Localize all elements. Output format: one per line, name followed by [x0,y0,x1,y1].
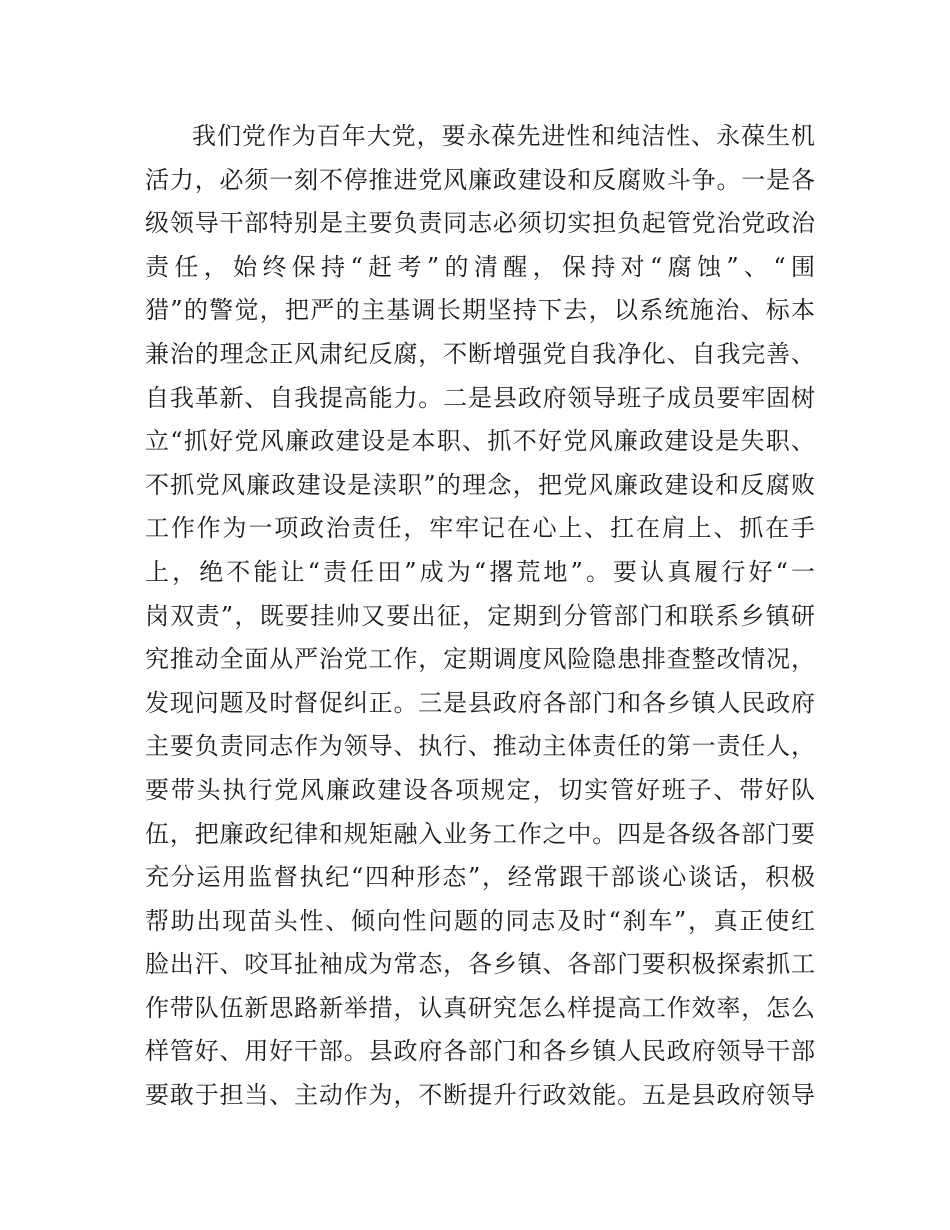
paragraph-line: 工作作为一项政治责任，牢牢记在心上、扛在肩上、抓在手 [145,514,815,543]
paragraph-line: 我们党作为百年大党，要永葆先进性和纯洁性、永葆生机 [192,122,815,150]
paragraph-line: 自我革新、自我提高能力。二是县政府领导班子成员要牢固树 [145,383,815,412]
paragraph-line: 不抓党风廉政建设是渎职”的理念，把党风廉政建设和反腐败 [145,470,815,499]
paragraph-line: 帮助出现苗头性、倾向性问题的同志及时“刹车”，真正使红 [145,906,815,935]
paragraph-line: 兼治的理念正风肃纪反腐，不断增强党自我净化、自我完善、 [145,339,815,368]
paragraph-line: 脸出汗、咬耳扯袖成为常态，各乡镇、各部门要积极探索抓工 [145,950,815,979]
paragraph-line: 样管好、用好干部。县政府各部门和各乡镇人民政府领导干部 [145,1037,815,1066]
paragraph-line: 充分运用监督执纪“四种形态”，经常跟干部谈心谈话，积极 [145,863,815,892]
paragraph-line: 岗双责”，既要挂帅又要出征，定期到分管部门和联系乡镇研 [145,601,815,630]
paragraph-line: 责任，始终保持“赶考”的清醒，保持对“腐蚀”、“围 [145,252,815,281]
paragraph-line: 要敢于担当、主动作为，不断提升行政效能。五是县政府领导 [145,1081,815,1110]
paragraph-line: 级领导干部特别是主要负责同志必须切实担负起管党治党政治 [145,209,815,238]
paragraph-line: 主要负责同志作为领导、执行、推动主体责任的第一责任人， [145,732,815,761]
paragraph-line: 猎”的警觉，把严的主基调长期坚持下去，以系统施治、标本 [145,296,815,325]
paragraph-line: 要带头执行党风廉政建设各项规定，切实管好班子、带好队 [145,775,815,804]
body-paragraph [145,115,815,1118]
paragraph-line: 发现问题及时督促纠正。三是县政府各部门和各乡镇人民政府 [145,688,815,717]
paragraph-line: 立“抓好党风廉政建设是本职、抓不好党风廉政建设是失职、 [145,427,815,456]
paragraph-line: 究推动全面从严治党工作，定期调度风险隐患排查整改情况， [145,645,815,674]
paragraph-line: 活力，必须一刻不停推进党风廉政建设和反腐败斗争。一是各 [145,165,815,194]
paragraph-line: 上，绝不能让“责任田”成为“撂荒地”。要认真履行好“一 [145,557,815,586]
paragraph-line: 伍，把廉政纪律和规矩融入业务工作之中。四是各级各部门要 [145,819,815,848]
paragraph-line: 作带队伍新思路新举措，认真研究怎么样提高工作效率，怎么 [145,993,815,1022]
